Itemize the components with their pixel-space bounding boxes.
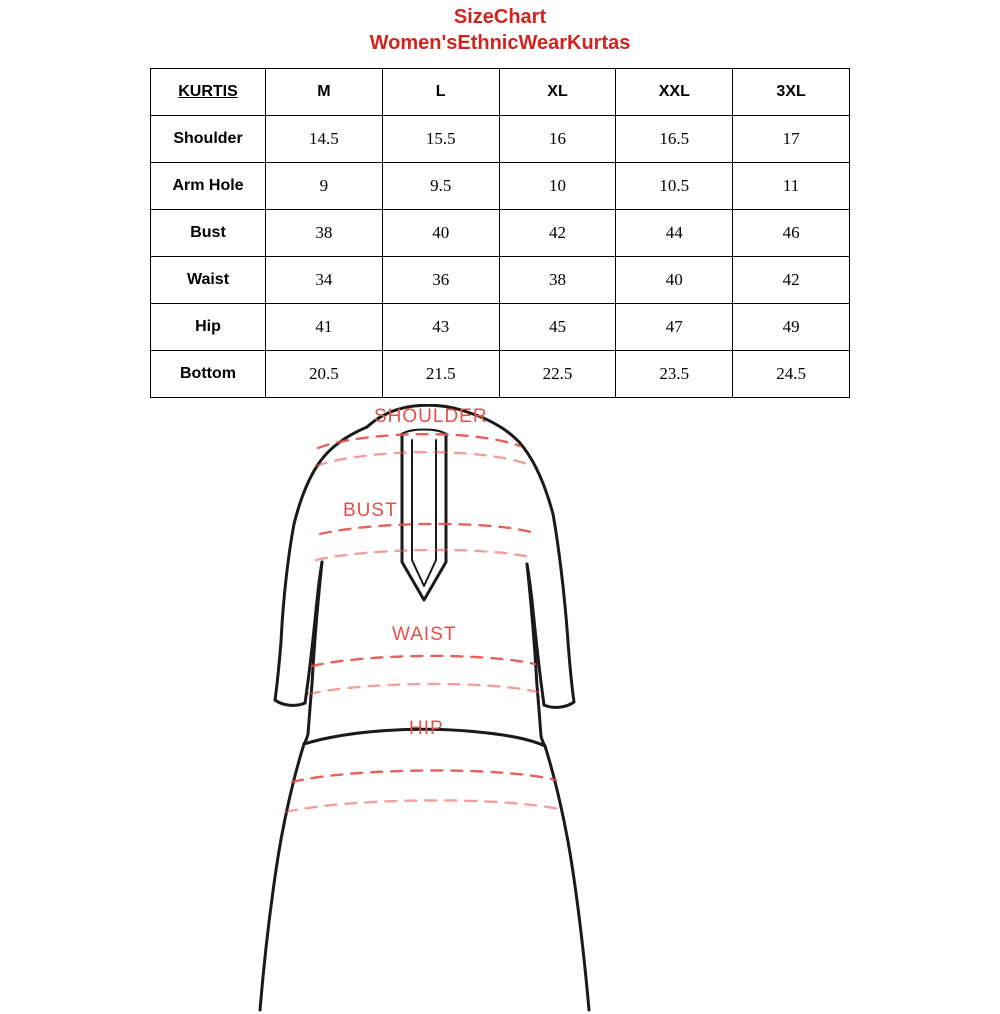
kurti-outline-icon <box>260 405 589 1010</box>
cell-hip-xxl: 47 <box>616 304 733 351</box>
cell-armhole-3xl: 11 <box>733 163 850 210</box>
cell-bottom-3xl: 24.5 <box>733 351 850 398</box>
figure-label-shoulder: SHOULDER <box>374 406 488 427</box>
cell-armhole-l: 9.5 <box>382 163 499 210</box>
cell-waist-xxl: 40 <box>616 257 733 304</box>
cell-hip-m: 41 <box>266 304 383 351</box>
figure-label-waist: WAIST <box>392 624 457 645</box>
table-row <box>151 351 850 398</box>
cell-hip-3xl: 49 <box>733 304 850 351</box>
cell-armhole-xxl: 10.5 <box>616 163 733 210</box>
row-label-shoulder: Shoulder <box>151 116 266 163</box>
cell-waist-m: 34 <box>266 257 383 304</box>
cell-armhole-m: 9 <box>266 163 383 210</box>
cell-shoulder-xl: 16 <box>499 116 616 163</box>
row-label-arm-hole: Arm Hole <box>151 163 266 210</box>
table-corner-header: KURTIS <box>151 69 266 116</box>
cell-bust-xxl: 44 <box>616 210 733 257</box>
cell-waist-l: 36 <box>382 257 499 304</box>
figure-label-bust: BUST <box>343 500 398 521</box>
column-header-xl: XL <box>499 69 616 116</box>
row-label-bust: Bust <box>151 210 266 257</box>
cell-bust-3xl: 46 <box>733 210 850 257</box>
cell-shoulder-3xl: 17 <box>733 116 850 163</box>
title-line-1: SizeChart <box>453 6 547 28</box>
kurti-diagram-wrap <box>0 404 1000 1004</box>
cell-shoulder-l: 15.5 <box>382 116 499 163</box>
cell-waist-xl: 38 <box>499 257 616 304</box>
cell-armhole-xl: 10 <box>499 163 616 210</box>
kurti-measurement-diagram <box>0 404 1000 1014</box>
cell-bottom-xxl: 23.5 <box>616 351 733 398</box>
cell-hip-xl: 45 <box>499 304 616 351</box>
cell-hip-l: 43 <box>382 304 499 351</box>
cell-shoulder-m: 14.5 <box>266 116 383 163</box>
cell-bust-l: 40 <box>382 210 499 257</box>
table-header-row <box>151 69 850 116</box>
table-row <box>151 304 850 351</box>
table-row <box>151 163 850 210</box>
cell-shoulder-xxl: 16.5 <box>616 116 733 163</box>
column-header-l: L <box>382 69 499 116</box>
title-line-2: Women'sEthnicWearKurtas <box>369 32 631 54</box>
row-label-hip: Hip <box>151 304 266 351</box>
column-header-m: M <box>266 69 383 116</box>
page-title <box>0 0 1000 56</box>
cell-bottom-xl: 22.5 <box>499 351 616 398</box>
figure-label-hip: HIP <box>409 718 444 739</box>
cell-bust-m: 38 <box>266 210 383 257</box>
column-header-xxl: XXL <box>616 69 733 116</box>
column-header-3xl: 3XL <box>733 69 850 116</box>
cell-bottom-m: 20.5 <box>266 351 383 398</box>
cell-bust-xl: 42 <box>499 210 616 257</box>
cell-bottom-l: 21.5 <box>382 351 499 398</box>
row-label-waist: Waist <box>151 257 266 304</box>
size-chart-table <box>150 68 850 398</box>
cell-waist-3xl: 42 <box>733 257 850 304</box>
table-row <box>151 116 850 163</box>
table-row <box>151 257 850 304</box>
row-label-bottom: Bottom <box>151 351 266 398</box>
table-row <box>151 210 850 257</box>
